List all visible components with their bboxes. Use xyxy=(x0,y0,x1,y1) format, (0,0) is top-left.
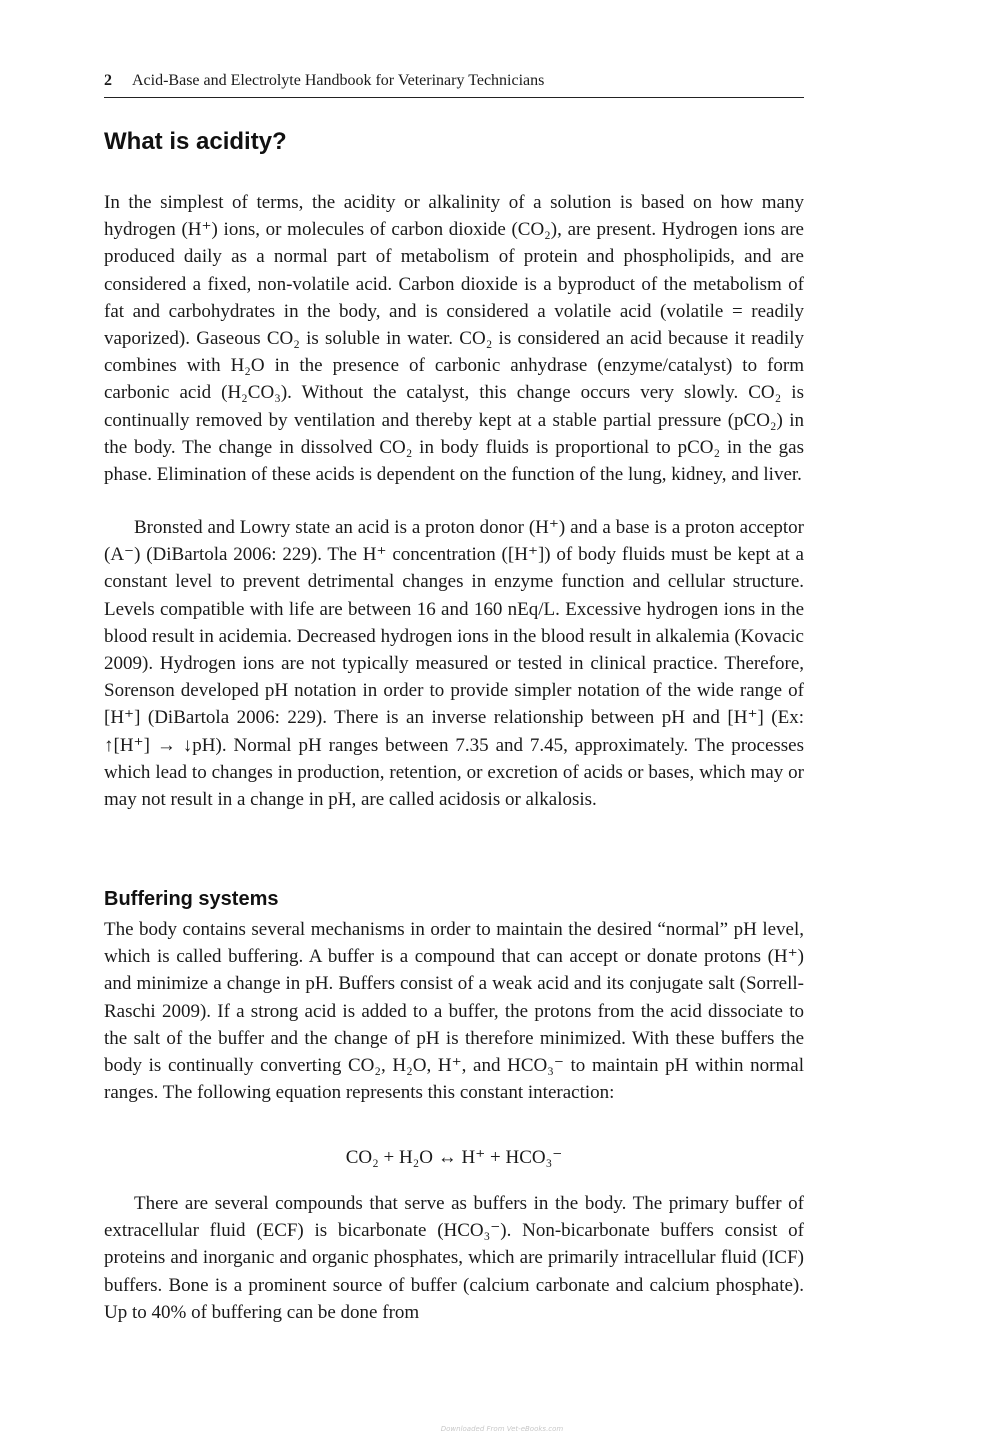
section-paragraph-2: Bronsted and Lowry state an acid is a proton donor (H⁺) and a base is a proton acceptor (A⁻) (DiBartola 2006: 229). The H⁺ concentration ([H⁺]) of body fluids must be kept at a constant level to prevent detrimental changes in enzyme function and cellular structure. Levels compatible with life are between 16 and 160 nEq/L. Excessive hydrogen ions in the blood result in acidemia. Decreased hydrogen ions in the blood result in alkalemia (Kovacic 2009). Hydrogen ions are not typically measured or tested in clinical practice. Therefore, Sorenson developed pH notation in order to provide simpler notation of the wide range of [H⁺] (DiBartola 2006: 229). There is an inverse relationship between pH and [H⁺] (Ex: ↑[H⁺] → ↓pH). Normal pH ranges between 7.35 and 7.45, approximately. The processes which lead to changes in production, retention, or excretion of acids or bases, which may or may not result in a change in pH, are called acidosis or alkalosis. xyxy=(104,517,804,811)
footer-watermark: Downloaded From Vet-eBooks.com xyxy=(440,1425,564,1433)
subsection-paragraph-2: There are several compounds that serve as buffers in the body. The primary buffer of extracellular fluid (ECF) is bicarbonate (HCO₃⁻). Non-bicarbonate buffers consist of proteins and inorganic and organic phosphates, which are primarily intracellular fluid (ICF) buffers. Bone is a prominent source of buffer (calcium carbonate and calcium phosphate). Up to 40% of buffering can be done from xyxy=(104,1193,804,1323)
subsection-heading: Buffering systems xyxy=(104,888,279,910)
subsection-paragraph-1: The body contains several mechanisms in order to maintain the desired “normal” pH level, which is called buffering. A buffer is a compound that can accept or donate protons (H⁺) and minimize a change in pH. Buffers consist of a weak acid and its conjugate salt (Sorrell-Raschi 2009). If a strong acid is added to a buffer, the protons from the acid dissociate to the salt of the buffer and the change of pH is therefore minimized. With these buffers the body is continually converting CO₂, H₂O, H⁺, and HCO₃⁻ to maintain pH within normal ranges. The following equation represents this constant interaction: xyxy=(104,919,804,1104)
running-header xyxy=(104,70,804,98)
page-number: 2 xyxy=(104,72,112,89)
book-title: Acid-Base and Electrolyte Handbook for Veterinary Technicians xyxy=(132,72,545,89)
section-heading: What is acidity? xyxy=(104,128,287,155)
buffer-equation: CO₂ + H₂O ↔ H⁺ + HCO₃⁻ xyxy=(345,1147,563,1168)
section-paragraph-1: In the simplest of terms, the acidity or alkalinity of a solution is based on how many hydrogen (H⁺) ions, or molecules of carbon dioxide (CO₂), are present. Hydrogen ions are produced daily as a normal part of metabolism of protein and phospholipids, and are considered a fixed, non-volatile acid. Carbon dioxide is a byproduct of the metabolism of fat and carbohydrates in the body, and is considered a volatile acid (volatile = readily vaporized). Gaseous CO₂ is soluble in water. CO₂ is considered an acid because it readily combines with H₂O in the presence of carbonic anhydrase (enzyme/catalyst) to form carbonic acid (H₂CO₃). Without the catalyst, this change occurs very slowly. CO₂ is continually removed by ventilation and thereby kept at a stable partial pressure (pCO₂) in the body. The change in dissolved CO₂ in body fluids is proportional to pCO₂ in the gas phase. Elimination of these acids is dependent on the function of the lung, kidney, and liver. xyxy=(104,192,804,486)
